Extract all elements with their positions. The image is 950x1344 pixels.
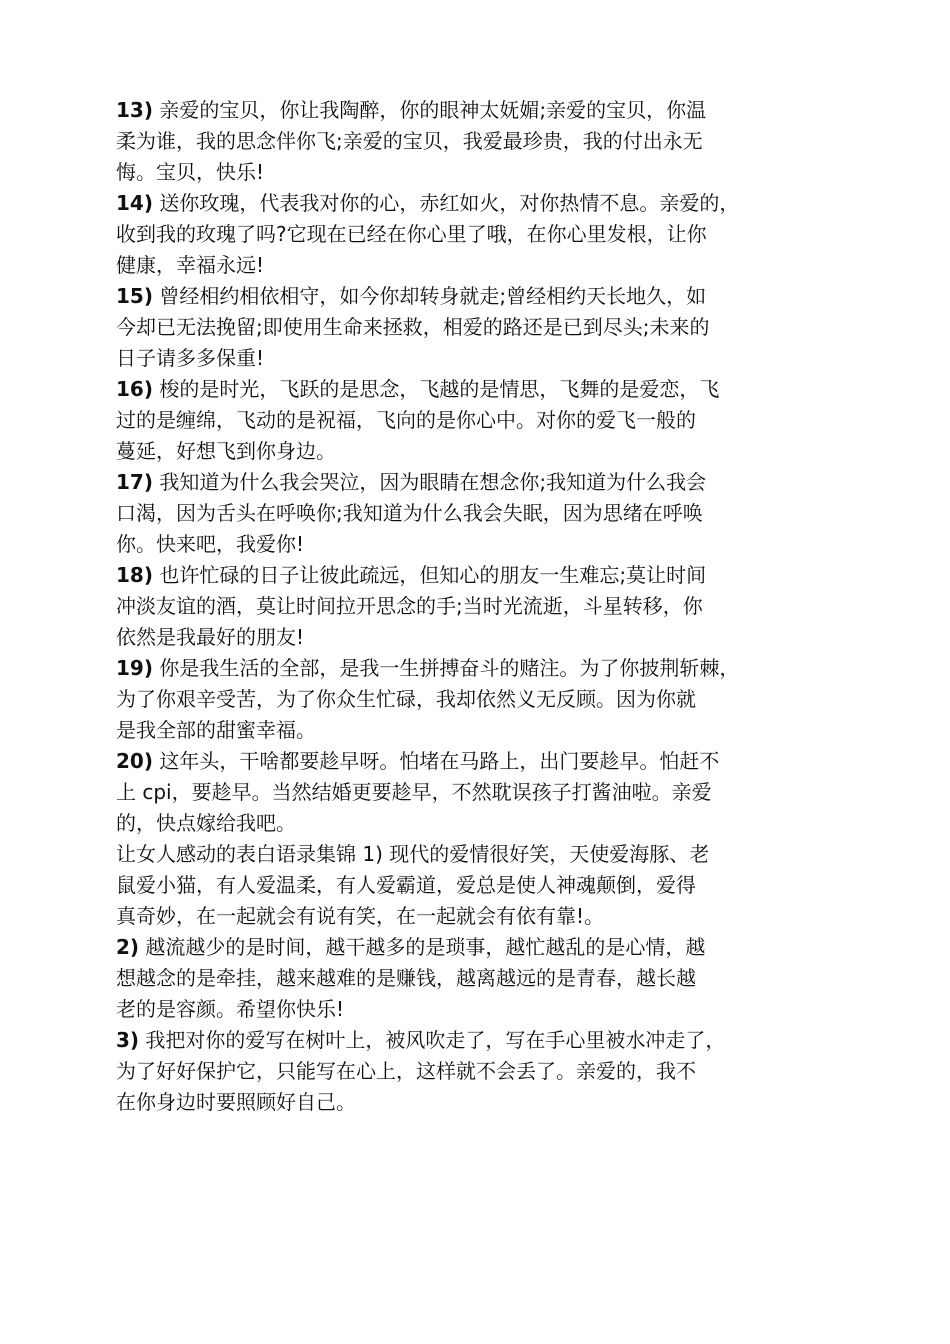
paragraph-line: 依然是我最好的朋友! [116, 625, 305, 649]
paragraph-number: 13) [116, 98, 153, 122]
paragraph-line: 让女人感动的表白语录集锦 1) 现代的爱情很好笑，天使爱海豚、老 [116, 842, 710, 866]
paragraph-line: 收到我的玫瑰了吗?它现在已经在你心里了哦，在你心里发根，让你 [116, 222, 707, 246]
paragraph-number: 17) [116, 470, 153, 494]
paragraph-line: 14) 送你玫瑰，代表我对你的心，赤红如火，对你热情不息。亲爱的， [116, 191, 740, 215]
paragraph-line: 18) 也许忙碌的日子让彼此疏远，但知心的朋友一生难忘;莫让时间 [116, 563, 707, 587]
paragraph-line: 悔。宝贝，快乐! [116, 160, 265, 184]
paragraph-line: 你。快来吧，我爱你! [116, 532, 305, 556]
paragraph-line: 2) 越流越少的是时间，越干越多的是琐事，越忙越乱的是心情，越 [116, 935, 706, 959]
paragraph-line: 蔓延，好想飞到你身边。 [116, 439, 336, 463]
paragraph-line: 3) 我把对你的爱写在树叶上，被风吹走了，写在手心里被水冲走了， [116, 1028, 726, 1052]
document-body [116, 95, 851, 1118]
paragraph-3 [116, 1025, 851, 1118]
paragraph-line: 为了你艰辛受苦，为了你众生忙碌，我却依然义无反顾。因为你就 [116, 687, 696, 711]
paragraph-line: 在你身边时要照顾好自己。 [116, 1090, 356, 1114]
paragraph-number: 15) [116, 284, 153, 308]
paragraph-line: 16) 梭的是时光，飞跃的是思念，飞越的是情思，飞舞的是爱恋，飞 [116, 377, 720, 401]
paragraph-line: 鼠爱小猫，有人爱温柔，有人爱霸道，爱总是使人神魂颠倒，爱得 [116, 873, 696, 897]
paragraph-line: 想越念的是牵挂，越来越难的是赚钱，越离越远的是青春，越长越 [116, 966, 696, 990]
paragraph-number: 16) [116, 377, 153, 401]
paragraph-line: 老的是容颜。希望你快乐! [116, 997, 345, 1021]
paragraph-line: 真奇妙，在一起就会有说有笑，在一起就会有依有靠!。 [116, 904, 605, 928]
paragraph-number: 14) [116, 191, 153, 215]
paragraph-17 [116, 467, 851, 560]
paragraph-line: 15) 曾经相约相依相守，如今你却转身就走;曾经相约天长地久，如 [116, 284, 707, 308]
paragraph-line: 口渴，因为舌头在呼唤你;我知道为什么我会失眠，因为思绪在呼唤 [116, 501, 703, 525]
paragraph-line: 13) 亲爱的宝贝，你让我陶醉，你的眼神太妩媚;亲爱的宝贝，你温 [116, 98, 707, 122]
paragraph-number: 19) [116, 656, 153, 680]
paragraph-number: 3) [116, 1028, 140, 1052]
paragraph-19 [116, 653, 851, 746]
paragraph-18 [116, 560, 851, 653]
paragraph-line: 冲淡友谊的酒，莫让时间拉开思念的手;当时光流逝，斗星转移，你 [116, 594, 703, 618]
paragraph-line: 健康，幸福永远! [116, 253, 265, 277]
paragraph-line: 日子请多多保重! [116, 346, 265, 370]
paragraph-line: 柔为谁，我的思念伴你飞;亲爱的宝贝，我爱最珍贵，我的付出永无 [116, 129, 703, 153]
paragraph-line: 上 cpi，要趁早。当然结婚更要趁早，不然耽误孩子打酱油啦。亲爱 [116, 780, 712, 804]
paragraph-number: 18) [116, 563, 153, 587]
paragraph-line: 19) 你是我生活的全部，是我一生拼搏奋斗的赌注。为了你披荆斩棘， [116, 656, 740, 680]
paragraph-number: 20) [116, 749, 153, 773]
paragraph-2 [116, 932, 851, 1025]
paragraph-line: 今却已无法挽留;即使用生命来拯救，相爱的路还是已到尽头;未来的 [116, 315, 710, 339]
paragraph-line: 17) 我知道为什么我会哭泣，因为眼睛在想念你;我知道为什么我会 [116, 470, 707, 494]
paragraph-line: 20) 这年头，干啥都要趁早呀。怕堵在马路上，出门要趁早。怕赶不 [116, 749, 720, 773]
paragraph-14 [116, 188, 851, 281]
paragraph-line: 是我全部的甜蜜幸福。 [116, 718, 316, 742]
paragraph-16 [116, 374, 851, 467]
paragraph-15 [116, 281, 851, 374]
paragraph-13 [116, 95, 851, 188]
paragraph-line: 为了好好保护它，只能写在心上，这样就不会丢了。亲爱的，我不 [116, 1059, 696, 1083]
paragraph-line: 的，快点嫁给我吧。 [116, 811, 296, 835]
section-intro-paragraph [116, 839, 851, 932]
paragraph-line: 过的是缠绵，飞动的是祝福，飞向的是你心中。对你的爱飞一般的 [116, 408, 696, 432]
paragraph-20 [116, 746, 851, 839]
paragraph-number: 2) [116, 935, 140, 959]
